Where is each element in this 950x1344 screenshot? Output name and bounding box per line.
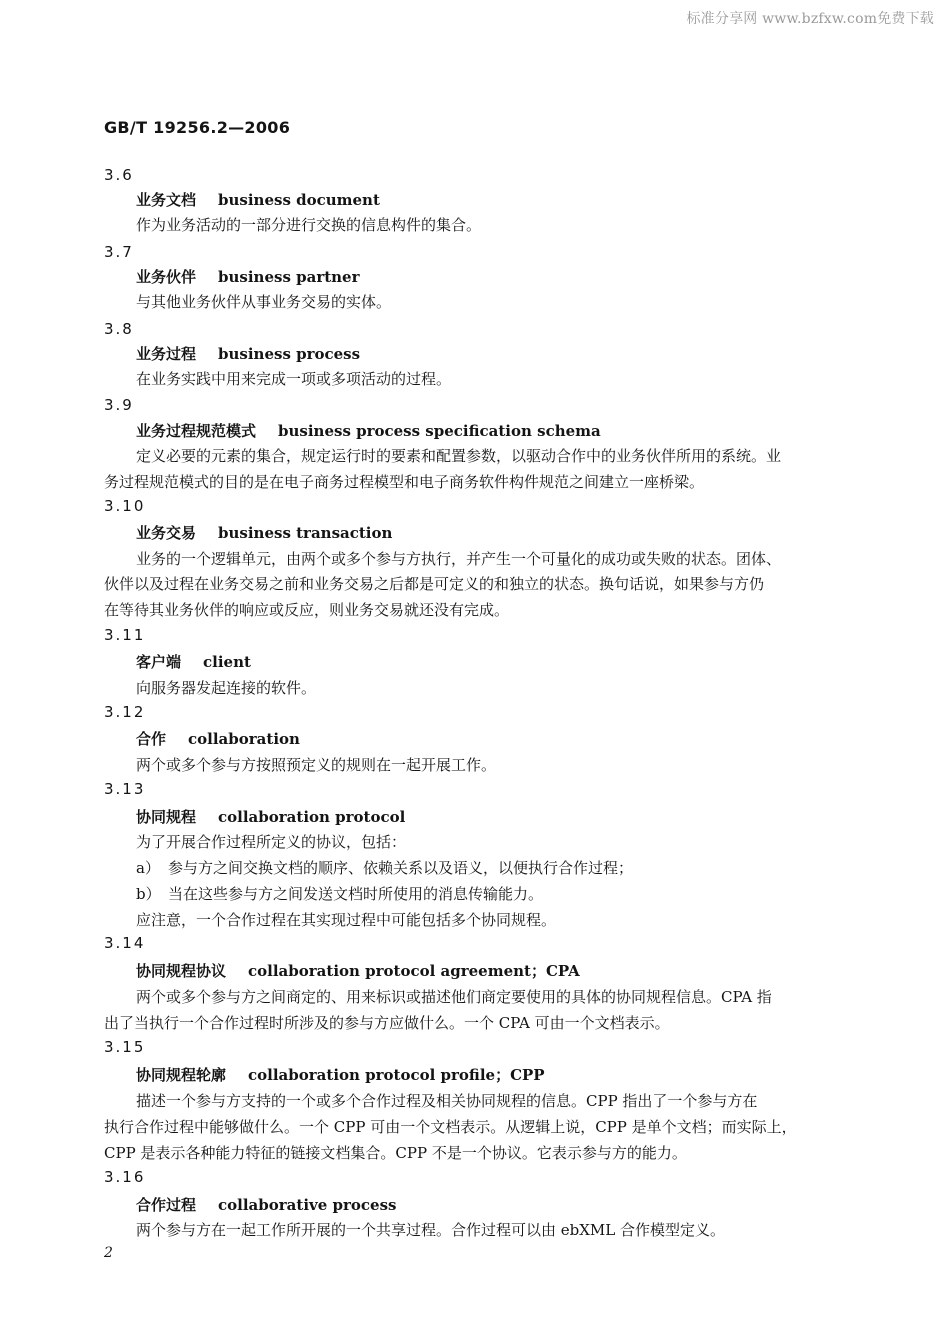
term-en: client <box>203 653 251 671</box>
term-heading <box>136 806 405 827</box>
term-en: collaboration <box>188 730 300 748</box>
definition-line: 出了当执行一个合作过程时所涉及的参与方应做什么。一个 CPA 可由一个文档表示。 <box>104 1014 670 1032</box>
standard-number-header: GB/T 19256.2—2006 <box>104 118 291 137</box>
term-en: collaboration protocol <box>218 808 406 826</box>
entry-number: 3.7 <box>104 243 134 261</box>
definition-intro: 为了开展合作过程所定义的协议，包括： <box>136 833 407 851</box>
definition-line: 定义必要的元素的集合，规定运行时的要素和配置参数，以驱动合作中的业务伙伴所用的系统。业 <box>136 447 782 465</box>
entry-number: 3.8 <box>104 320 134 338</box>
list-item-text: 当在这些参与方之间发送文档时所使用的消息传输能力。 <box>168 885 544 903</box>
term-en: business process specification schema <box>278 422 601 440</box>
term-en: business partner <box>218 268 360 286</box>
term-zh: 业务过程 <box>136 345 197 363</box>
term-heading <box>136 522 392 543</box>
term-heading <box>136 960 580 981</box>
list-marker: b） <box>136 885 161 903</box>
term-en: business transaction <box>218 524 393 542</box>
term-zh: 业务伙伴 <box>136 268 197 286</box>
term-en: business document <box>218 191 380 209</box>
watermark: 标准分享网 www.bzfxw.com免费下载 <box>686 11 934 27</box>
definition-line: 务过程规范模式的目的是在电子商务过程模型和电子商务软件构件规范之间建立一座桥梁。 <box>104 473 705 491</box>
definition-line: 在等待其业务伙伴的响应或反应，则业务交易就还没有完成。 <box>104 601 510 619</box>
page-number: 2 <box>104 1245 113 1261</box>
term-en: collaborative process <box>218 1196 397 1214</box>
definition-line: 两个或多个参与方之间商定的、用来标识或描述他们商定要使用的具体的协同规程信息。CPA 指 <box>136 988 772 1006</box>
term-heading <box>136 728 300 749</box>
definition-line: 作为业务活动的一部分进行交换的信息构件的集合。 <box>136 216 482 234</box>
definition-line: 描述一个参与方支持的一个或多个合作过程及相关协同规程的信息。CPP 指出了一个参与方在 <box>136 1092 758 1110</box>
term-heading <box>136 1064 545 1085</box>
term-zh: 业务过程规范模式 <box>136 422 257 440</box>
term-heading <box>136 189 380 210</box>
term-zh: 协同规程 <box>136 808 197 826</box>
term-en: collaboration protocol profile；CPP <box>248 1066 545 1084</box>
definition-line: 在业务实践中用来完成一项或多项活动的过程。 <box>136 370 452 388</box>
entry-number: 3.10 <box>104 497 146 515</box>
term-zh: 合作过程 <box>136 1196 197 1214</box>
definition-line: 伙伴以及过程在业务交易之前和业务交易之后都是可定义的和独立的状态。换句话说，如果参与方仍 <box>104 575 765 593</box>
definition-line: 两个或多个参与方按照预定义的规则在一起开展工作。 <box>136 756 497 774</box>
definition-line: 向服务器发起连接的软件。 <box>136 679 317 697</box>
list-item <box>136 883 543 904</box>
definition-line: CPP 是表示各种能力特征的链接文档集合。CPP 不是一个协议。它表示参与方的能力。 <box>104 1144 687 1162</box>
term-zh: 客户端 <box>136 653 182 671</box>
entry-number: 3.9 <box>104 396 134 414</box>
entry-number: 3.11 <box>104 626 146 644</box>
list-item <box>136 857 633 878</box>
definition-line: 业务的一个逻辑单元，由两个或多个参与方执行，并产生一个可量化的成功或失败的状态。团体、 <box>136 550 782 568</box>
term-zh: 合作 <box>136 730 167 748</box>
term-zh: 协同规程轮廓 <box>136 1066 227 1084</box>
term-heading <box>136 1194 396 1215</box>
entry-number: 3.15 <box>104 1038 146 1056</box>
term-heading <box>136 266 360 287</box>
list-marker: a） <box>136 859 160 877</box>
definition-line: 执行合作过程中能够做什么。一个 CPP 可由一个文档表示。从逻辑上说，CPP 是单个文档；而实际上， <box>104 1118 797 1136</box>
definition-line: 两个参与方在一起工作所开展的一个共享过程。合作过程可以由 ebXML 合作模型定义。 <box>136 1221 726 1239</box>
entry-number: 3.13 <box>104 780 146 798</box>
definition-note: 应注意，一个合作过程在其实现过程中可能包括多个协同规程。 <box>136 911 557 929</box>
term-en: business process <box>218 345 361 363</box>
term-zh: 业务文档 <box>136 191 197 209</box>
entry-number: 3.16 <box>104 1168 146 1186</box>
term-en: collaboration protocol agreement；CPA <box>248 962 580 980</box>
list-item-text: 参与方之间交换文档的顺序、依赖关系以及语义，以便执行合作过程； <box>168 859 634 877</box>
term-heading <box>136 651 251 672</box>
term-zh: 业务交易 <box>136 524 197 542</box>
term-heading <box>136 343 360 364</box>
term-zh: 协同规程协议 <box>136 962 227 980</box>
entry-number: 3.12 <box>104 703 146 721</box>
definition-line: 与其他业务伙伴从事业务交易的实体。 <box>136 293 392 311</box>
term-heading <box>136 420 601 441</box>
entry-number: 3.14 <box>104 934 146 952</box>
entry-number: 3.6 <box>104 166 134 184</box>
